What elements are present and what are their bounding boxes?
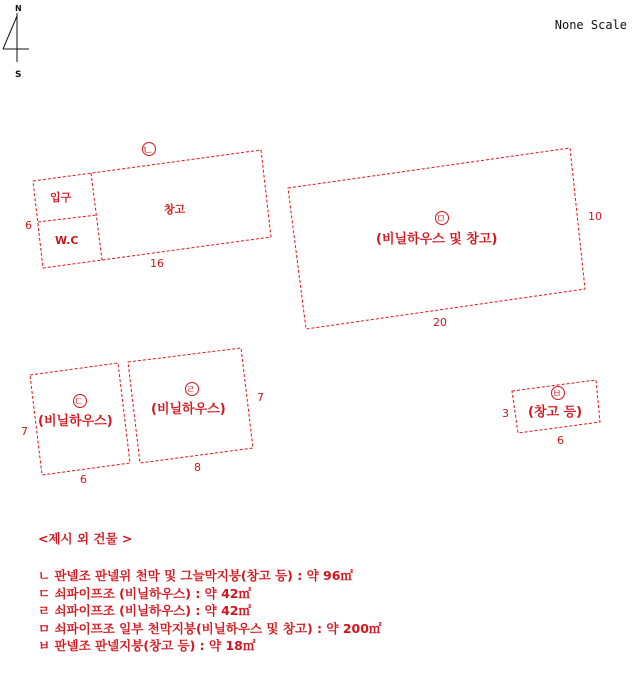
b5-dim-height: 3 xyxy=(502,407,509,420)
b1-marker: ㄴ xyxy=(142,143,154,157)
legend-item xyxy=(38,602,381,620)
b3-dim-height: 7 xyxy=(257,391,264,404)
legend-marker: ㄴ xyxy=(38,568,51,583)
b2-marker: ㄷ xyxy=(74,397,84,408)
legend-marker: ㅁ xyxy=(38,620,51,636)
building-b4 xyxy=(288,148,602,329)
b2-dim-height: 7 xyxy=(21,425,28,438)
b1-room-entrance: 입구 xyxy=(50,191,72,204)
b5-name: (창고 등) xyxy=(528,405,583,420)
b3-name: (비닐하우스) xyxy=(151,402,226,417)
legend-text: 쇠파이프조 (비닐하우스) : 약 42㎡ xyxy=(54,585,251,601)
b5-dim-width: 6 xyxy=(557,434,564,447)
legend-text: 쇠파이프조 (비닐하우스) : 약 42㎡ xyxy=(54,603,251,618)
b3-marker: ㄹ xyxy=(186,385,196,396)
b2-dim-width: 6 xyxy=(80,473,87,486)
b4-dim-height: 10 xyxy=(588,210,602,223)
north-label: N xyxy=(15,4,22,13)
legend-text: 판넬조 판넬위 천막 및 그늘막지붕(창고 등) : 약 96㎡ xyxy=(54,568,353,583)
legend-item xyxy=(38,620,381,638)
legend-title: <제시 외 건물 > xyxy=(38,531,133,546)
b4-marker: ㅁ xyxy=(436,214,446,225)
legend-marker: ㄷ xyxy=(38,585,51,601)
b5-marker: ㅂ xyxy=(552,389,562,400)
building-b5 xyxy=(502,380,600,447)
legend-text: 판넬조 판넬지붕(창고 등) : 약 18㎡ xyxy=(54,638,256,653)
b1-room-storage: 창고 xyxy=(164,203,186,216)
legend-text: 쇠파이프조 일부 천막지붕(비닐하우스 및 창고) : 약 200㎡ xyxy=(54,620,382,636)
north-arrow-icon xyxy=(3,13,29,62)
building-b1 xyxy=(25,143,271,271)
b4-name: (비닐하우스 및 창고) xyxy=(376,232,498,247)
legend-item xyxy=(38,585,381,603)
legend-marker: ㄹ xyxy=(38,603,51,618)
legend-item xyxy=(38,567,381,585)
b1-dim-height: 6 xyxy=(25,219,32,232)
building-b2 xyxy=(21,363,130,486)
b1-dim-width: 16 xyxy=(150,257,164,270)
legend-item xyxy=(38,637,381,655)
building-b3 xyxy=(128,348,264,474)
legend xyxy=(38,529,381,655)
legend-marker: ㅂ xyxy=(38,638,51,653)
b2-name: (비닐하우스) xyxy=(38,414,113,429)
scale-note: None Scale xyxy=(554,18,627,32)
b3-dim-width: 8 xyxy=(194,461,201,474)
b1-room-wc: W.C xyxy=(55,234,79,247)
south-label: S xyxy=(15,70,22,80)
b4-dim-width: 20 xyxy=(433,316,447,329)
